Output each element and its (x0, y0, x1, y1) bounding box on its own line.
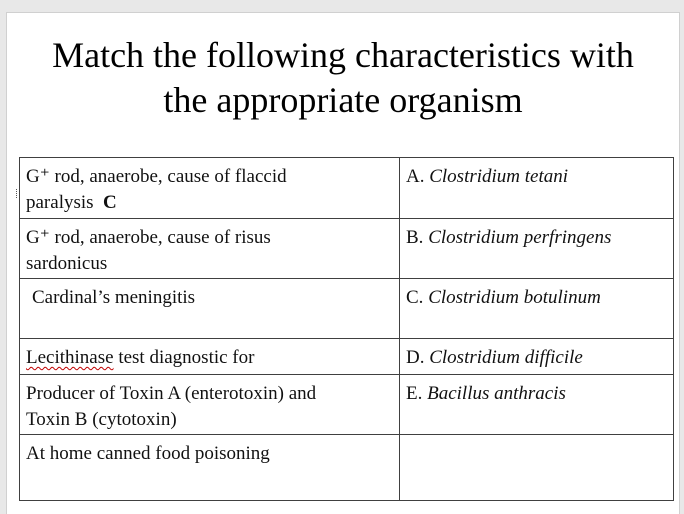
characteristic-cell[interactable] (20, 158, 400, 219)
characteristic-cell[interactable] (20, 339, 400, 375)
organism-cell[interactable] (400, 158, 674, 219)
answer-text: C (103, 192, 117, 213)
characteristic-text-line-2: Toxin B (cytotoxin) (26, 409, 177, 430)
slide-title-line-2: the appropriate organism (163, 80, 523, 120)
slide-title (7, 33, 679, 123)
table-row (20, 279, 674, 339)
characteristic-text-line-2: sardonicus (26, 253, 108, 274)
option-letter: E. (406, 383, 423, 404)
characteristic-text-line-1: G⁺ rod, anaerobe, cause of risus (26, 227, 271, 248)
organism-cell[interactable] (400, 339, 674, 375)
characteristic-cell[interactable] (20, 279, 400, 339)
table-row (20, 435, 674, 501)
option-letter: A. (406, 166, 425, 187)
option-letter: C. (406, 287, 424, 308)
organism-cell[interactable] (400, 219, 674, 279)
characteristic-text: test diagnostic for (113, 347, 255, 368)
option-letter: B. (406, 227, 424, 248)
organism-name: Clostridium botulinum (428, 287, 601, 308)
organism-name: Clostridium tetani (429, 166, 569, 187)
characteristic-cell[interactable] (20, 435, 400, 501)
table-row (20, 375, 674, 435)
characteristic-cell[interactable] (20, 375, 400, 435)
table-row (20, 339, 674, 375)
characteristic-text: At home canned food poisoning (26, 443, 270, 464)
characteristic-text-line-2: paralysis (26, 192, 94, 213)
slide (6, 12, 680, 514)
slide-title-line-1: Match the following characteristics with (52, 35, 634, 75)
characteristic-text-line-1: G⁺ rod, anaerobe, cause of flaccid (26, 166, 287, 187)
organism-name: Bacillus anthracis (427, 383, 566, 404)
organism-cell[interactable] (400, 435, 674, 501)
matching-table[interactable] (19, 157, 674, 501)
table-row (20, 158, 674, 219)
characteristic-cell[interactable] (20, 219, 400, 279)
organism-cell[interactable] (400, 279, 674, 339)
characteristic-text: Cardinal’s meningitis (32, 287, 196, 308)
option-letter: D. (406, 347, 425, 368)
organism-name: Clostridium perfringens (428, 227, 612, 248)
characteristic-spellcheck-word: Lecithinase (26, 347, 114, 368)
characteristic-text-line-1: Producer of Toxin A (enterotoxin) and (26, 383, 317, 404)
organism-cell[interactable] (400, 375, 674, 435)
organism-name: Clostridium difficile (429, 347, 583, 368)
table-row (20, 219, 674, 279)
